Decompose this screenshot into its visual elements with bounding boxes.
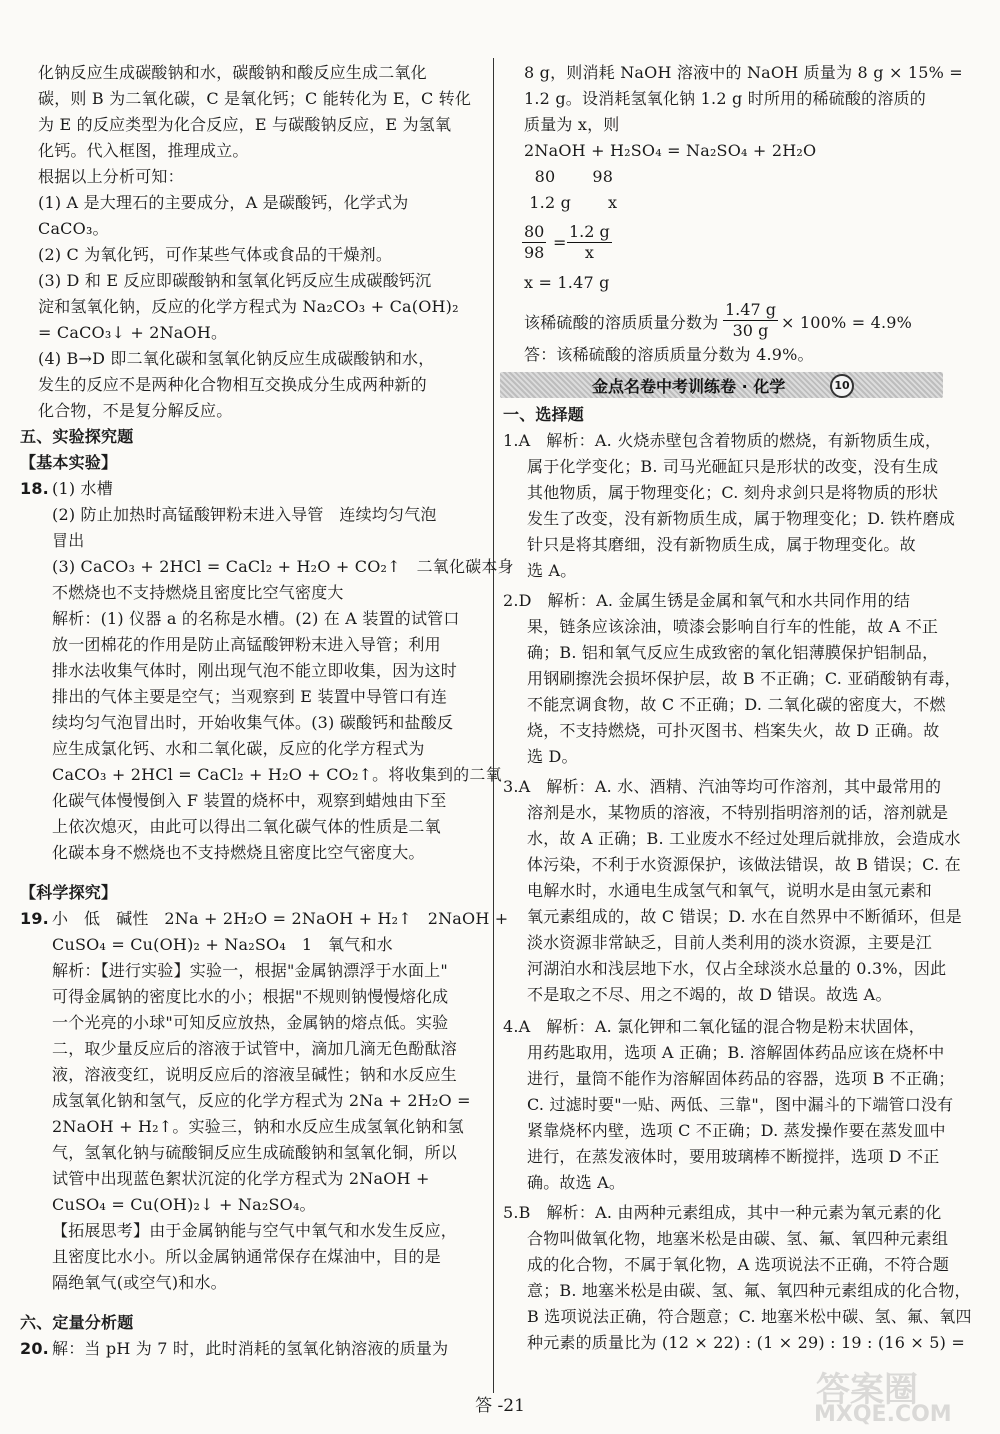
section-heading-1: 一、选择题 bbox=[503, 405, 585, 424]
question-18-answer: (1) 水槽 (2) 防止加热时高锰酸钾粉末进入导管 连续均匀气泡 冒出 (3) CaCO₃ + 2HCl = CaCl₂ + H₂O + CO₂↑ 二氧化碳本身 不燃烧也不支持燃烧且密度比空气密度大 解析：(1) 仪器 a 的名称是水槽。(2) 在 A 装置的试管口 放一团棉花的作用是防止高锰酸钾粉末进入导管；利用 排水法收集气体时，刚出现气泡不能立即收集，因为这时 排出的气体主要是空气；当观察到 E 装置中导管口有连 续均匀气泡冒出时，开始收集气体。(3) 碳酸钙和盐酸反 应生成氯化钙、水和二氧化碳，反应的化学方程式为 CaCO₃ + 2HCl = CaCl₂ + H₂O + CO₂↑。将收集到的二氧 化碳气体慢慢倒入 F 装置的烧杯中，观察到蜡烛由下至 上依次熄灭，由此可以得出二氧化碳气体的性质是二氧 化碳本身不燃烧也不支持燃烧且密度比空气密度大。 bbox=[52, 479, 514, 862]
subsection-science-inquiry: 【科学探究】 bbox=[20, 883, 118, 902]
question-1-answer: 1.A 解析：A. 火烧赤壁包含着物质的燃烧，有新物质生成， 属于化学变化；B. 司马光砸缸只是形状的改变，没有生成 其他物质，属于物理变化；C. 刻舟求剑只是将物质的形状 发生了改变，没有新物质生成，属于物理变化；D. 铁杵磨成 针只是将其磨细，没有新物质生成，属于物理变化。故 选 A。 bbox=[503, 431, 956, 580]
concentration-fraction: $\frac{1.47 g}{30 g}$ bbox=[725, 300, 776, 340]
exam-title: 金点名卷中考训练卷 · 化学 bbox=[592, 377, 786, 396]
ratio-fraction-left: $\frac{80}{98}$ bbox=[524, 222, 545, 262]
left-column bbox=[0, 0, 514, 1390]
exam-number-badge: 10 bbox=[830, 374, 854, 398]
subsection-basic-experiment: 【基本实验】 bbox=[20, 453, 118, 472]
question-19-number: 19. bbox=[20, 909, 49, 928]
ratio-equals: = bbox=[553, 233, 567, 252]
section-heading-5: 五、实验探究题 bbox=[20, 427, 134, 446]
concentration-prefix: 该稀硫酸的溶质质量分数为 bbox=[524, 313, 719, 332]
question-19-answer: 小 低 碱性 2Na + 2H₂O = 2NaOH + H₂↑ 2NaOH + CuSO₄ = Cu(OH)₂ + Na₂SO₄ 1 氧气和水 解析：【进行实验】实验一，根据"金属钠漂浮于水面上" 可得金属钠的密度比水的小；根据"不规则钠慢慢熔化成 一个光亮的小球"可知反应放热，金属钠的熔点低。实验 二，取少量反应后的溶液于试管中，滴加几滴无色酚酞溶 液，溶液变红，说明反应后的溶液呈碱性；钠和水反应生 成氢氧化钠和氢气，反应的化学方程式为 2Na + 2H₂O = 2NaOH + H₂↑。实验三，钠和水反应生成氢氧化钠和氢 气，氢氧化钠与硫酸铜反应生成硫酸钠和氢氧化铜，所以 试管中出现蓝色絮状沉淀的化学方程式为 2NaOH + CuSO₄ = Cu(OH)₂↓ + Na₂SO₄。 【拓展思考】由于金属钠能与空气中氧气和水发生反应， 且密度比水小。所以金属钠通常保存在煤油中，目的是 隔绝氧气(或空气)和水。 bbox=[52, 909, 509, 1292]
final-answer: 答：该稀硫酸的溶质质量分数为 4.9%。 bbox=[524, 345, 814, 364]
question-2-answer: 2.D 解析：A. 金属生锈是金属和氧气和水共同作用的结 果，链条应该涂油，喷漆会影响自行车的性能，故 A 不正 确；B. 铝和氧气反应生成致密的氧化铝薄膜保护铝制品， 用钢刷擦洗会损坏保护层，故 B 不正确；C. 亚硝酸钠有毒， 不能烹调食物，故 C 不正确；D. 二氧化碳的密度大，不燃 烧，不支持燃烧，可扑灭图书、档案失火，故 D 正确。故 选 D。 bbox=[503, 591, 961, 766]
question-20-start: 解：当 pH 为 7 时，此时消耗的氢氧化钠溶液的质量为 bbox=[52, 1339, 449, 1358]
x-result: x = 1.47 g bbox=[524, 273, 610, 292]
ratio-fraction-right: $\frac{1.2 g}{x}$ bbox=[569, 222, 610, 262]
question-20-number: 20. bbox=[20, 1339, 49, 1358]
question-5-answer: 5.B 解析：A. 由两种元素组成，其中一种元素为氧元素的化 合物叫做氧化物，地塞米松是由碳、氢、氟、氧四种元素组 成的化合物，不属于氧化物，A 选项说法不正确，不符合题 意；B. 地塞米松是由碳、氢、氟、氧四种元素组成的化合物， B 选项说法正确，符合题意；C. 地塞米松中碳、氢、氟、氧四 种元素的质量比为 (12 × 22) : (1 × 29) : 19 : (16 × 5) = bbox=[503, 1203, 972, 1352]
question-18-number: 18. bbox=[20, 479, 49, 498]
question-20-continued: 8 g，则消耗 NaOH 溶液中的 NaOH 质量为 8 g × 15% = 1.2 g。设消耗氢氧化钠 1.2 g 时所用的稀硫酸的溶质的 质量为 x，则 2NaOH + H₂SO₄ = Na₂SO₄ + 2H₂O 80 98 1.2 g x bbox=[524, 63, 963, 212]
section-heading-6: 六、定量分析题 bbox=[20, 1313, 134, 1332]
left-intro-paragraph: 化钠反应生成碳酸钠和水，碳酸钠和酸反应生成二氧化 碳，则 B 为二氧化碳，C 是氧化钙；C 能转化为 E，C 转化 为 E 的反应类型为化合反应，E 与碳酸钠反应，E 为氢氧 化钙。代入框图，推理成立。 根据以上分析可知： (1) A 是大理石的主要成分，A 是碳酸钙，化学式为 CaCO₃。 (2) C 为氧化钙，可作某些气体或食品的干燥剂。 (3) D 和 E 反应即碳酸钠和氢氧化钙反应生成碳酸钙沉 淀和氢氧化钠，反应的化学方程式为 Na₂CO₃ + Ca(OH)₂ = CaCO₃↓ + 2NaOH。 (4) B→D 即二氧化碳和氢氧化钠反应生成碳酸钠和水， 发生的反应不是两种化合物相互交换成分生成两种新的 化合物，不是复分解反应。 bbox=[38, 63, 472, 420]
question-4-answer: 4.A 解析：A. 氯化钾和二氧化锰的混合物是粉末状固体， 用药匙取用，选项 A 正确；B. 溶解固体药品应该在烧杯中 进行，量筒不能作为溶解固体药品的容器，选项 B 不正确； C. 过滤时要"一贴、两低、三靠"，图中漏斗的下端管口没有 紧靠烧杯内壁，选项 C 不正确；D. 蒸发操作要在蒸发皿中 进行，在蒸发液体时，要用玻璃棒不断搅拌，选项 D 不正 确。故选 A。 bbox=[503, 1017, 955, 1192]
concentration-suffix: × 100% = 4.9% bbox=[781, 313, 913, 332]
right-column-answers bbox=[497, 0, 1000, 1390]
watermark-url: MXQE.COM bbox=[814, 1402, 952, 1427]
question-3-answer: 3.A 解析：A. 水、酒精、汽油等均可作溶剂，其中最常用的 溶剂是水，某物质的溶液，不特别指明溶剂的话，溶剂就是 水，故 A 正确；B. 工业废水不经过处理后就排放，会造成水 体污染，不利于水资源保护，该做法错误，故 B 错误；C. 在 电解水时，水通电生成氢气和氧气，说明水是由氢元素和 氧元素组成的，故 C 错误；D. 水在自然界中不断循环，但是 淡水资源非常缺乏，目前人类利用的淡水资源，主要是江 河湖泊水和浅层地下水，仅占全球淡水总量的 0.3%，因此 不是取之不尽、用之不竭的，故 D 错误。故选 A。 bbox=[503, 777, 962, 1004]
watermark-logo: 答案圈 bbox=[816, 1370, 918, 1410]
page-number: 答 -21 bbox=[475, 1396, 525, 1416]
